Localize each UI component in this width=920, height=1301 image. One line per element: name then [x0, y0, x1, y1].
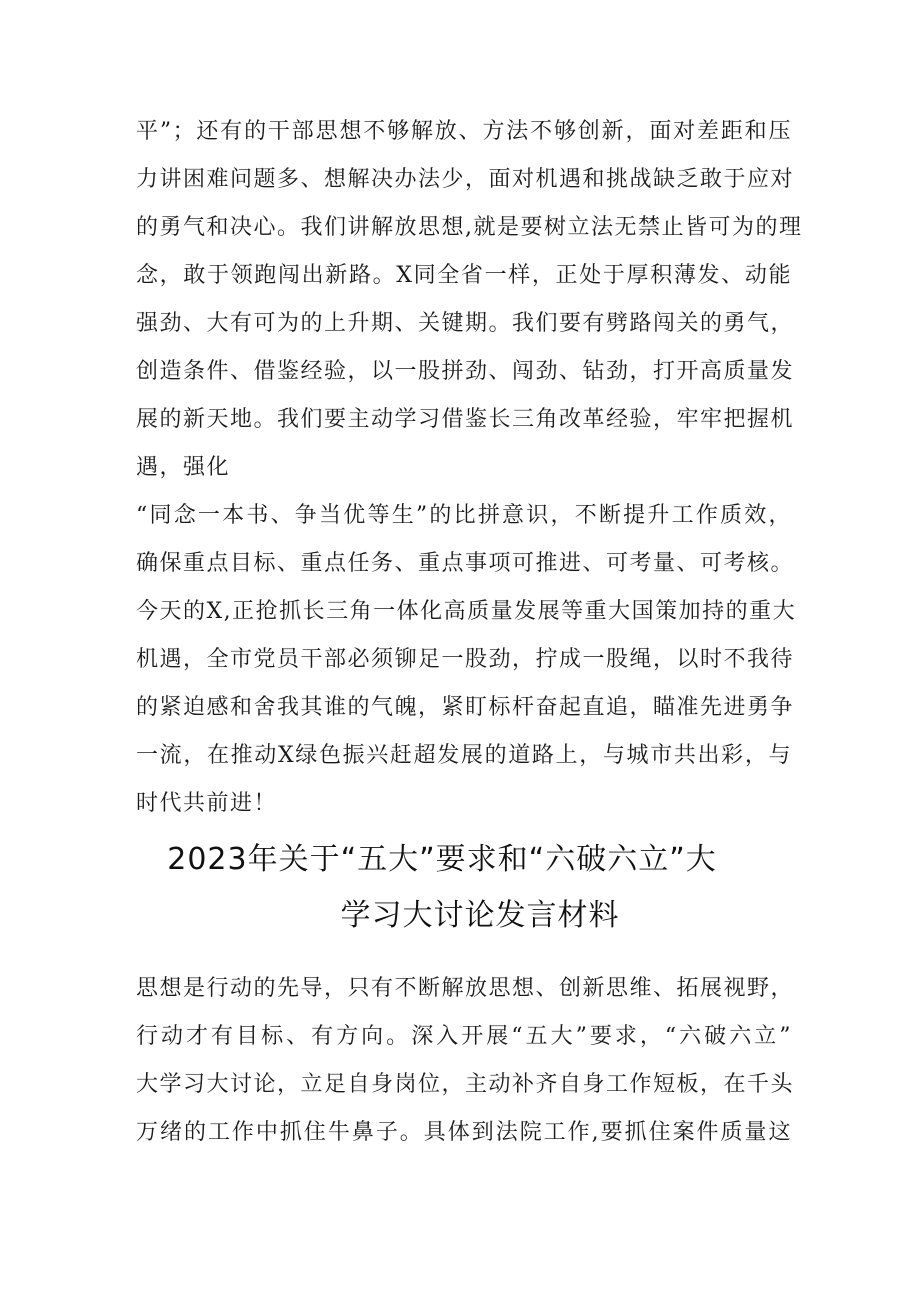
- paragraph-2-line: 时代共前进！: [136, 791, 278, 816]
- paragraph-2-line: 今天的X,正抢抓长三角一体化高质量发展等重大国策加持的重大: [136, 599, 797, 624]
- paragraph-3-line: 思想是行动的先导，只有不断解放思想、创新思维、拓展视野，: [136, 976, 795, 1001]
- paragraph-1-line: 的勇气和决心。我们讲解放思想,就是要树立法无禁止皆可为的理: [136, 215, 803, 240]
- paragraph-2: [136, 492, 797, 828]
- paragraph-1-line: 强劲、大有可为的上升期、关键期。我们要有劈路闯关的勇气，: [136, 311, 795, 336]
- document-title-line-1: 2023年关于“五大”要求和“六破六立”大: [167, 842, 717, 877]
- paragraph-2-line: 一流，在推动X绿色振兴赶超发展的道路上，与城市共出彩，与: [136, 743, 792, 768]
- paragraph-3: [136, 965, 795, 1157]
- paragraph-3-line: 行动才有目标、有方向。深入开展“五大”要求，“六破六立”: [136, 1024, 792, 1049]
- paragraph-1-line: 平”；还有的干部思想不够解放、方法不够创新，面对差距和压: [136, 119, 792, 144]
- paragraph-2-line: 的紧迫感和舍我其谁的气魄，紧盯标杆奋起直追，瞄准先进勇争: [136, 695, 795, 720]
- paragraph-1-line: 创造条件、借鉴经验，以一股拼劲、闯劲、钻劲，打开高质量发: [136, 359, 795, 384]
- paragraph-1: [136, 108, 803, 492]
- paragraph-1-line: 念，敢于领跑闯出新路。X同全省一样，正处于厚积薄发、动能: [136, 263, 792, 288]
- paragraph-1-line: 力讲困难问题多、想解决办法少，面对机遇和挑战缺乏敢于应对: [136, 167, 795, 192]
- paragraph-2-line: 机遇，全市党员干部必须铆足一股劲，拧成一股绳，以时不我待: [136, 647, 795, 672]
- paragraph-1-line: 展的新天地。我们要主动学习借鉴长三角改革经验，牢牢把握机: [136, 407, 795, 432]
- paragraph-3-line: 大学习大讨论，立足自身岗位，主动补齐自身工作短板，在千头: [136, 1072, 795, 1097]
- paragraph-2-line: “同念一本书、争当优等生”的比拼意识，不断提升工作质效，: [136, 503, 792, 528]
- paragraph-3-line: 万绪的工作中抓住牛鼻子。具体到法院工作,要抓住案件质量这: [136, 1120, 792, 1145]
- paragraph-2-line: 确保重点目标、重点任务、重点事项可推进、可考量、可考核。: [136, 551, 795, 576]
- document-title-line-2: 学习大讨论发言材料: [340, 898, 620, 933]
- paragraph-1-line: 遇，强化: [136, 455, 231, 480]
